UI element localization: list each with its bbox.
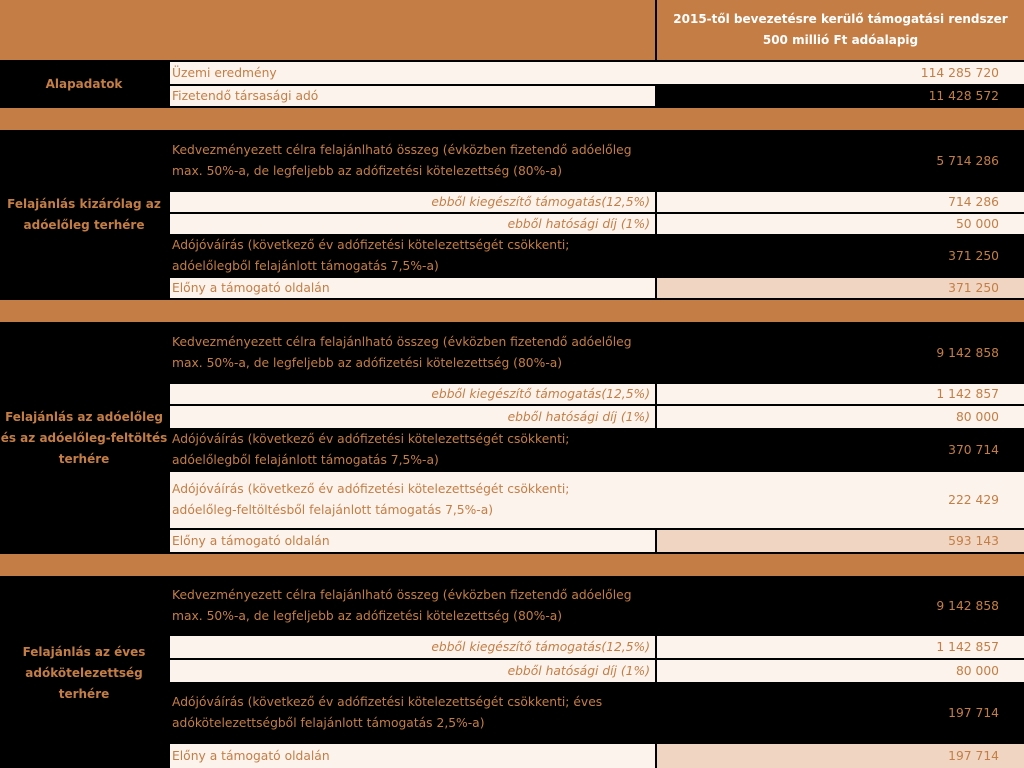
s2-elony-value: 593 143 (657, 530, 1024, 552)
separator-2 (0, 300, 1024, 322)
section3-title (0, 578, 168, 768)
tarsasagi-value: 11 428 572 (657, 86, 1024, 106)
alapadatok-title: Alapadatok (0, 62, 168, 106)
header-blank (0, 0, 655, 60)
s2-hatosagi-value: 80 000 (657, 406, 1024, 428)
s2-adojovairas2-value: 222 429 (948, 493, 999, 507)
s3-adojovairas-value: 197 714 (948, 706, 999, 720)
s2-r5-line2: adóelőleg-feltöltésből felajánlott támogatás 7,5%-a) (172, 503, 494, 517)
s3-hatosagi-label: ebből hatósági díj (1%) (170, 660, 655, 682)
uzemi-value: 114 285 720 (920, 66, 999, 80)
column-header-line2: 500 millió Ft adóalapig (762, 33, 919, 47)
s1-r4-line1: Adójóváírás (következő év adófizetési kötelezettségét csökkenti; (172, 238, 570, 252)
s3-r4-line2: adókötelezettségből felajánlott támogatás 2,5%-a) (172, 716, 485, 730)
s3-hatosagi-value: 80 000 (657, 660, 1024, 682)
column-header (657, 0, 1024, 60)
s2-kedvezmenyezett-value: 9 142 858 (936, 346, 999, 360)
s2-r1-line1: Kedvezményezett célra felajánlható összeg (évközben fizetendő adóelőleg (172, 335, 632, 349)
s3-elony-value: 197 714 (657, 744, 1024, 768)
uzemi-label: Üzemi eredmény (170, 62, 1024, 84)
s1-hatosagi-value: 50 000 (657, 214, 1024, 234)
s1-r4-line2: adóelőlegből felajánlott támogatás 7,5%-a) (172, 259, 439, 273)
s2-adojovairas1-value: 370 714 (948, 443, 999, 457)
s1-adojovairas-value: 371 250 (948, 249, 999, 263)
s2-kiegeszito-value: 1 142 857 (657, 384, 1024, 404)
section3-title-line2: adókötelezettség (25, 665, 143, 680)
s3-kedvezmenyezett-value: 9 142 858 (936, 599, 999, 613)
s1-r1-line1: Kedvezményezett célra felajánlható összeg (évközben fizetendő adóelőleg (172, 143, 632, 157)
section2-title-line1: Felajánlás az adóelőleg (5, 409, 163, 424)
s3-r1-line1: Kedvezményezett célra felajánlható összeg (évközben fizetendő adóelőleg (172, 588, 632, 602)
s1-kiegeszito-value: 714 286 (657, 192, 1024, 212)
column-header-line1: 2015-től bevezetésre kerülő támogatási rendszer (673, 12, 1008, 26)
separator-3 (0, 554, 1024, 576)
tarsasagi-label: Fizetendő társasági adó (170, 86, 655, 106)
section2-title-line3: terhére (58, 451, 110, 466)
s1-hatosagi-label: ebből hatósági díj (1%) (170, 214, 655, 234)
s3-elony-label: Előny a támogató oldalán (170, 744, 655, 768)
s3-kiegeszito-value: 1 142 857 (657, 636, 1024, 658)
section1-title-line2: adóelőleg terhére (23, 218, 145, 232)
s2-kiegeszito-label: ebből kiegészítő támogatás(12,5%) (170, 384, 655, 404)
section3-title-line1: Felajánlás az éves (22, 644, 146, 659)
section2-title-line2: és az adóelőleg-feltöltés (0, 430, 168, 445)
section1-title-line1: Felajánlás kizárólag az (7, 197, 161, 211)
s1-r1-line2: max. 50%-a, de legfeljebb az adófizetési kötelezettség (80%-a) (172, 164, 563, 178)
s3-r1-line2: max. 50%-a, de legfeljebb az adófizetési kötelezettség (80%-a) (172, 609, 563, 623)
section1-title (0, 132, 168, 298)
s2-r4-line2: adóelőlegből felajánlott támogatás 7,5%-a) (172, 453, 439, 467)
separator-1 (0, 108, 1024, 130)
s2-r4-line1: Adójóváírás (következő év adófizetési kötelezettségét csökkenti; (172, 432, 570, 446)
s1-kedvezmenyezett-value: 5 714 286 (936, 154, 999, 168)
section3-title-line3: terhére (58, 686, 110, 701)
s2-elony-label: Előny a támogató oldalán (170, 530, 655, 552)
s1-elony-label: Előny a támogató oldalán (170, 278, 655, 298)
section2-title (0, 324, 168, 552)
s3-kiegeszito-label: ebből kiegészítő támogatás(12,5%) (170, 636, 655, 658)
s2-hatosagi-label: ebből hatósági díj (1%) (170, 406, 655, 428)
s1-elony-value: 371 250 (657, 278, 1024, 298)
s3-r4-line1: Adójóváírás (következő év adófizetési kötelezettségét csökkenti; éves (172, 695, 603, 709)
s2-r5-line1: Adójóváírás (következő év adófizetési kötelezettségét csökkenti; (172, 482, 570, 496)
s1-kiegeszito-label: ebből kiegészítő támogatás(12,5%) (170, 192, 655, 212)
s2-r1-line2: max. 50%-a, de legfeljebb az adófizetési kötelezettség (80%-a) (172, 356, 563, 370)
